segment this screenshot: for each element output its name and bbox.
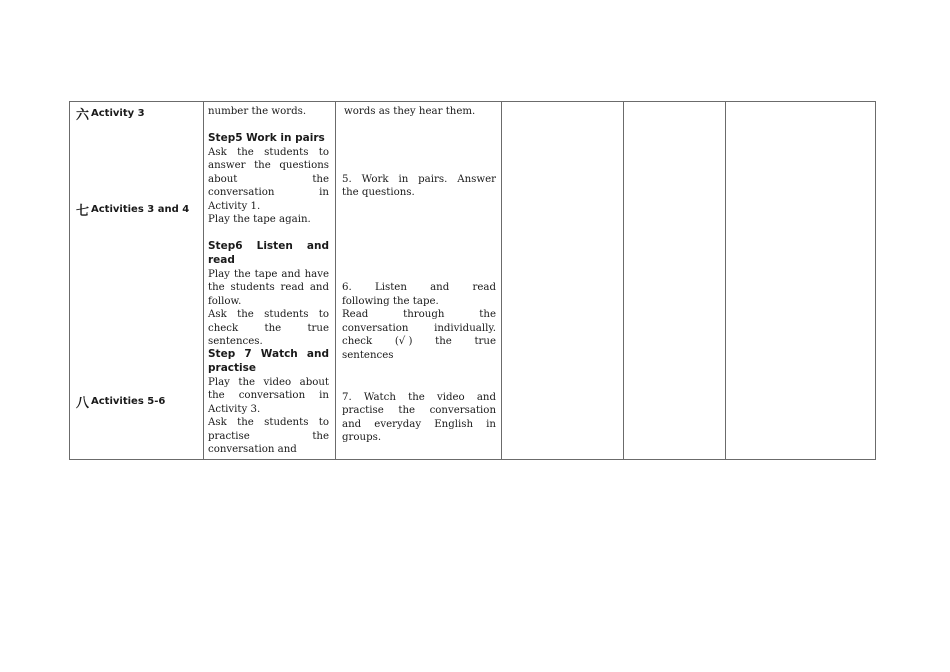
- table-row: [70, 102, 876, 460]
- text-line: check (√ ) the true: [342, 336, 496, 347]
- text-line: number the words.: [208, 106, 307, 117]
- section-column: [70, 102, 204, 460]
- step-heading: practise: [208, 362, 256, 374]
- text-line: and everyday English in: [342, 419, 496, 430]
- text-line: 5. Work in pairs. Answer: [342, 174, 496, 185]
- text-line: check the true: [208, 323, 329, 334]
- text-line: Read through the: [342, 309, 496, 320]
- text-line: the conversation in: [208, 390, 329, 401]
- empty-column: [726, 102, 876, 460]
- text-line: Ask the students to: [208, 417, 329, 428]
- text-line: conversation individually.: [342, 323, 496, 334]
- text-line: practise the conversation: [342, 405, 496, 416]
- text-line: sentences.: [208, 336, 263, 347]
- section-label-activities-3-4: 七 Activities 3 and 4: [76, 204, 190, 219]
- text-line: sentences: [342, 350, 394, 361]
- text-line: groups.: [342, 432, 382, 443]
- text-line: Play the tape again.: [208, 214, 311, 225]
- step-heading: Step 7 Watch and: [208, 348, 329, 360]
- text-line: following the tape.: [342, 296, 439, 307]
- text-line: Ask the students to: [208, 147, 329, 158]
- section-label-activity-3: 六 Activity 3: [76, 108, 145, 123]
- text-line: Play the tape and have: [208, 269, 329, 280]
- text-line: answer the questions: [208, 160, 329, 171]
- text-line: Activity 1.: [208, 201, 261, 212]
- step-heading: Step6 Listen and: [208, 240, 329, 252]
- text-line: conversation and: [208, 444, 297, 455]
- text-line: 7. Watch the video and: [342, 392, 496, 403]
- student-activity-column: [336, 102, 502, 460]
- text-line: Activity 3.: [208, 404, 261, 415]
- empty-column: [502, 102, 624, 460]
- text-line: 6. Listen and read: [342, 282, 496, 293]
- text-line: conversation in: [208, 187, 329, 198]
- lesson-plan-table: [69, 101, 876, 460]
- section-label-activities-5-6: 八 Activities 5-6: [76, 396, 166, 411]
- text-line: follow.: [208, 296, 242, 307]
- text-line: about the: [208, 174, 329, 185]
- empty-column: [624, 102, 726, 460]
- text-line: Ask the students to: [208, 309, 329, 320]
- teacher-activity-column: [204, 102, 336, 460]
- text-line: Play the video about: [208, 377, 329, 388]
- step-heading: Step5 Work in pairs: [208, 132, 325, 144]
- text-line: practise the: [208, 431, 329, 442]
- step-heading: read: [208, 254, 235, 266]
- text-line: words as they hear them.: [344, 106, 476, 117]
- text-line: the students read and: [208, 282, 329, 293]
- text-line: the questions.: [342, 187, 415, 198]
